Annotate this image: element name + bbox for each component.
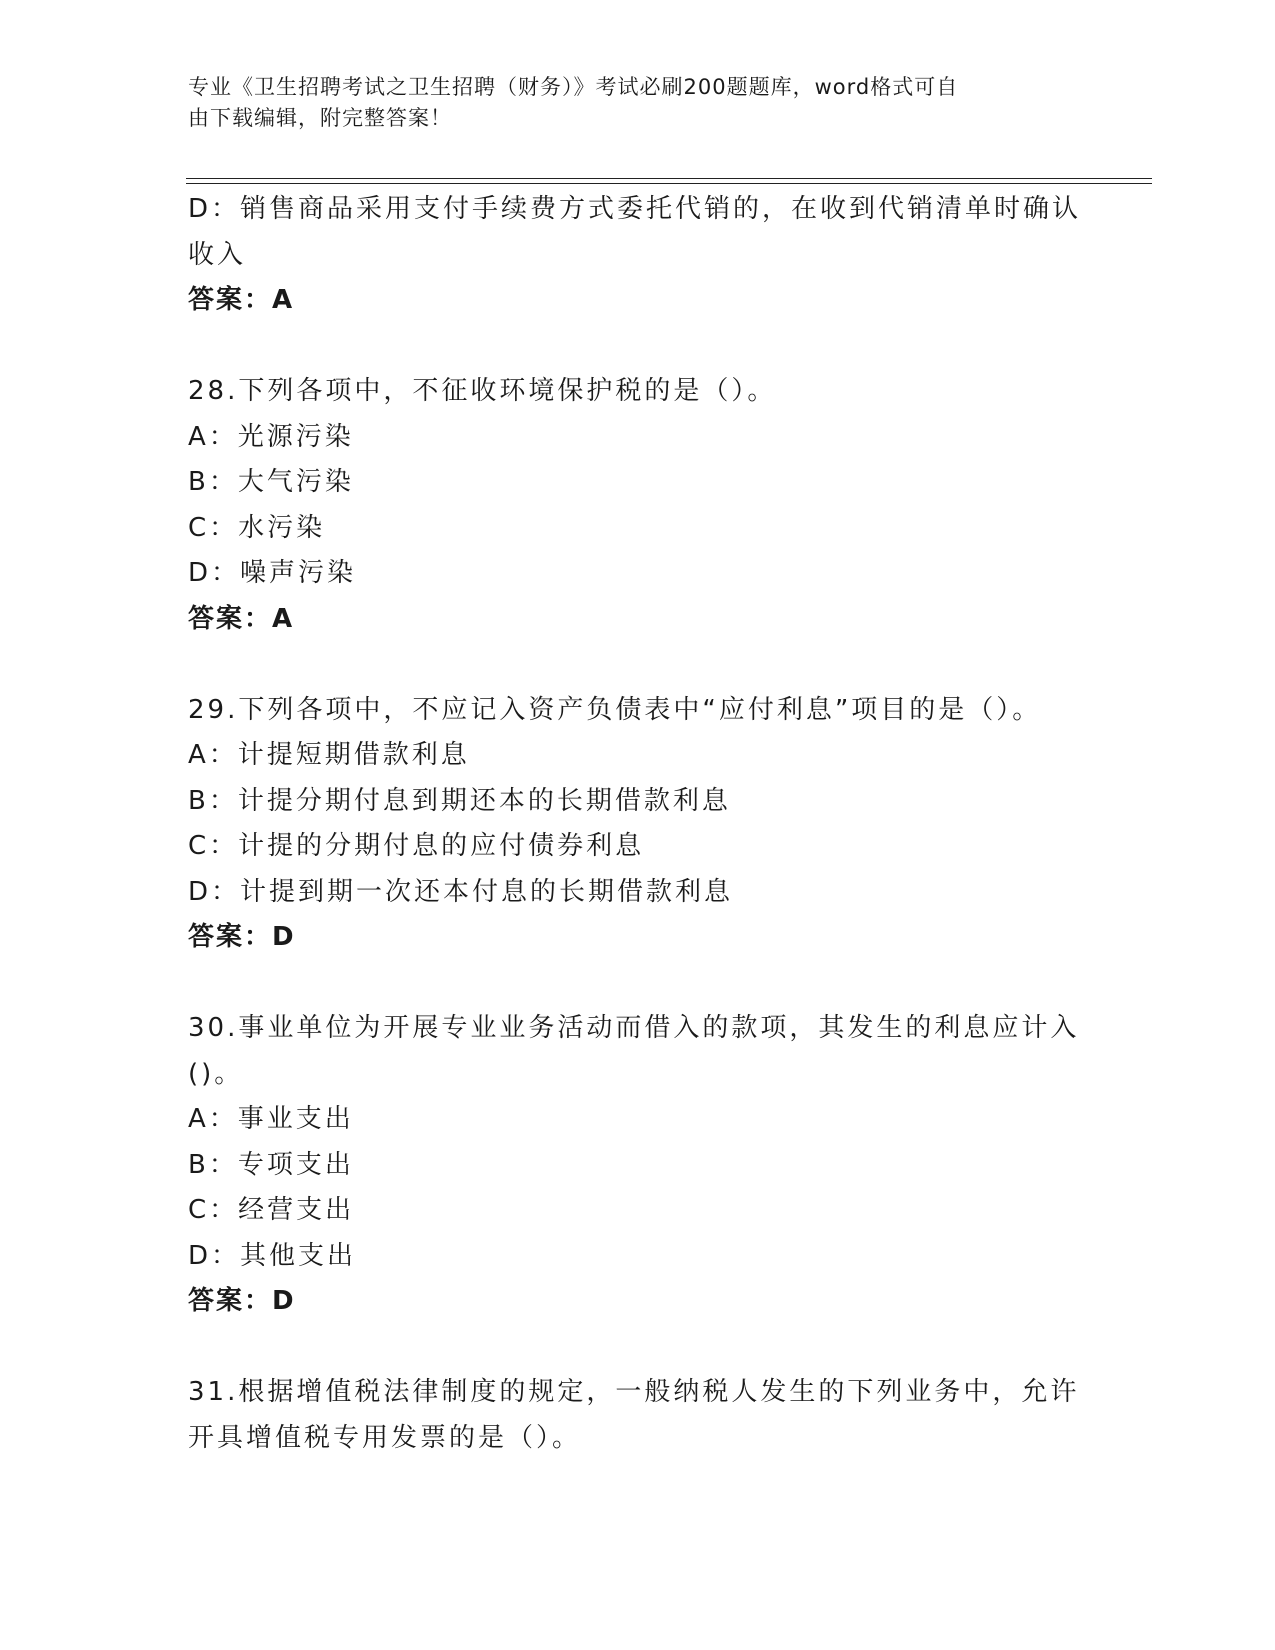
option-d: D：计提到期一次还本付息的长期借款利息	[188, 876, 734, 907]
header-line-1: 专业《卫生招聘考试之卫生招聘（财务）》考试必刷200题题库，word格式可自	[188, 75, 959, 99]
question-30	[188, 1006, 1080, 1325]
option-a: A：计提短期借款利息	[188, 740, 470, 770]
question-stem: 30.事业单位为开展专业业务活动而借入的款项，其发生的利息应计入	[188, 1013, 1080, 1043]
question-28	[188, 369, 1068, 642]
option-b: B：大气污染	[188, 467, 354, 497]
answer: 答案：A	[188, 603, 295, 634]
spacer	[188, 1325, 1068, 1371]
spacer	[188, 961, 1068, 1007]
option-d: D：噪声污染	[188, 558, 357, 588]
document-header	[188, 72, 1068, 134]
option-c: C：计提的分期付息的应付债券利息	[188, 831, 645, 861]
spacer	[188, 642, 1068, 688]
option-b: B：专项支出	[188, 1149, 354, 1180]
header-line-2: 由下载编辑，附完整答案！	[188, 106, 452, 130]
header-divider-bottom	[186, 183, 1152, 184]
option-a: A：光源污染	[188, 421, 354, 452]
answer: 答案：D	[188, 922, 296, 952]
question-31	[188, 1370, 1080, 1461]
option-d: D：其他支出	[188, 1240, 357, 1271]
spacer	[188, 324, 1068, 370]
option-d-continued: 收入	[188, 239, 247, 270]
question-stem-continued: 开具增值税专用发票的是（）。	[188, 1422, 582, 1453]
question-stem: 28.下列各项中，不征收环境保护税的是（）。	[188, 376, 777, 406]
answer: 答案：A	[188, 285, 295, 315]
header-divider-top	[186, 178, 1152, 179]
option-c: C：水污染	[188, 512, 326, 543]
option-a: A：事业支出	[188, 1104, 354, 1134]
question-stem: 29.下列各项中，不应记入资产负债表中“应付利息”项目的是（）。	[188, 694, 1042, 725]
question-list	[188, 187, 1082, 1461]
question-stem: 31.根据增值税法律制度的规定，一般纳税人发生的下列业务中，允许	[188, 1377, 1080, 1407]
option-b: B：计提分期付息到期还本的长期借款利息	[188, 785, 731, 816]
answer: 答案：D	[188, 1286, 296, 1316]
option-c: C：经营支出	[188, 1195, 355, 1225]
question-27-tail	[188, 187, 1082, 324]
question-29	[188, 688, 1068, 961]
option-d: D：销售商品采用支付手续费方式委托代销的，在收到代销清单时确认	[188, 194, 1082, 224]
question-stem-continued: ()。	[188, 1058, 244, 1089]
